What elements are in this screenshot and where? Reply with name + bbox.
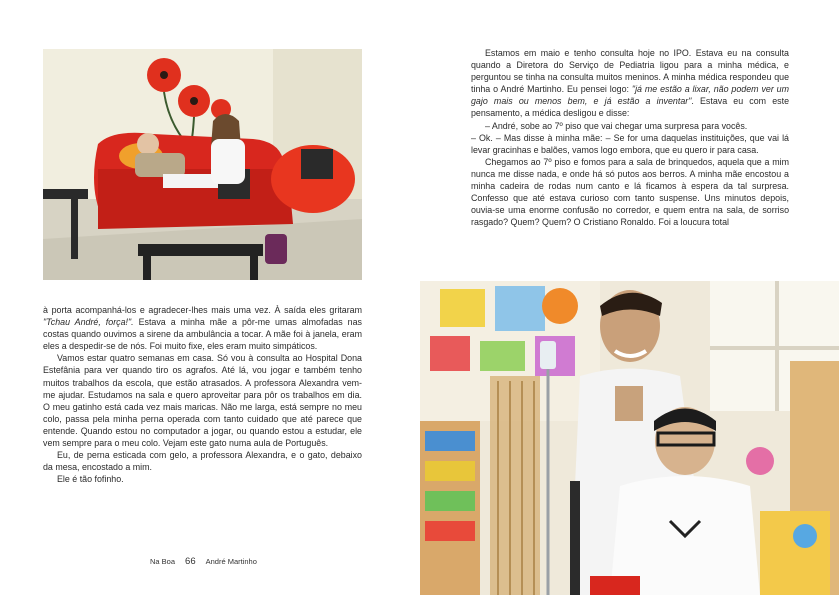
photo-boy-on-sofa-illustration <box>43 49 362 280</box>
footer-page-number: 66 <box>185 556 196 567</box>
footer-book-title: Na Boa <box>150 557 176 566</box>
left-paragraph-3: Eu, de perna esticada com gelo, a professora Alexandra, e o gato, debaixo da mesa, encostado a mim. <box>43 450 362 473</box>
left-paragraph-1-end: Estava a minha mãe a pôr-me umas almofadas nas costas quando ouvimos a sirene da ambulância a tocar. A mãe foi à janela, eram eles a despedir-se de nós. Foi muito fixe, eles eram muito simpáticos. <box>43 317 362 352</box>
right-paragraph-4: Chegamos ao 7º piso e fomos para a sala de brinquedos, aquela que a mim nunca me disse nada, e onde há só putos aos berros. A minha mãe encostou a minha cadeira de rodas num canto e lá ficamos à espera da tal surpresa. Confesso que até estava curioso com tanto suspense. Uns minutos depois, ouvia-se uma enorme confusão no corredor, e quem entra na sala, de sorriso rasgado? Quem? Quem? O Cristiano Ronaldo. Foi a loucura total <box>471 156 789 228</box>
left-paragraph-2: Vamos estar quatro semanas em casa. Só vou à consulta ao Hospital Dona Estefânia para ver quando tiro os agrafos. Até lá, vou jogar e também tenho muitos trabalhos da escola, que estão atrasados. A professora Alexandra vem-me ajudar. Estudamos na sala e quero aproveitar para pôr os trabalhos em dia. O meu gatinho está cada vez mais maricas. Não me larga, está sempre no meu colo, passa pela minha perna operada com tanto cuidado que até parece que entende. Quando estou no computador a jogar, ou quando estou a estudar, ele vem sempre para o meu colo. Vejam este gato numa aula de Português. <box>43 353 362 449</box>
right-paragraph-1-end: . Estava eu com este pensamento, a médica desligou e disse: <box>471 96 790 119</box>
photo-boy-on-sofa <box>43 49 362 280</box>
right-paragraph-2: – André, sobe ao 7º piso que vai chegar uma surpresa para vocês. <box>485 120 748 131</box>
photo-boy-with-ronaldo <box>420 281 839 595</box>
right-paragraph-1 <box>471 47 789 120</box>
inner-thought-quote: "já me estão a lixar, não podem ver um gajo mais ou menos bem, e já estão a inventar" <box>471 84 789 107</box>
right-page <box>420 0 839 595</box>
page-footer <box>150 556 257 567</box>
right-paragraph-1-start: Estamos em maio e tenho consulta hoje no IPO. Estava eu na consulta quando a Diretora do Serviço de Pediatria ligou para a minha médica, e perguntou se tinha na consulta muitos meninos. A minha médica respondeu que tinha o André Martinho. Eu pensei logo: <box>471 48 789 95</box>
left-body-text <box>43 304 362 485</box>
left-paragraph-4: Ele é tão fofinho. <box>57 474 124 485</box>
right-paragraph-3: – Ok. – Mas disse à minha mãe: – Se for uma daquelas instituições, que vai lá levar gracinhas e balões, vamos logo embora, que eu quero ir para casa. <box>471 132 789 155</box>
left-paragraph-1-start: à porta acompanhá-los e agradecer-lhes mais uma vez. À saída eles gritaram <box>43 305 362 315</box>
footer-author: André Martinho <box>205 557 257 566</box>
photo-boy-with-ronaldo-illustration <box>420 281 839 595</box>
farewell-quote: "Tchau André, força!". <box>43 317 134 328</box>
right-body-text <box>471 47 789 228</box>
left-paragraph-1 <box>43 304 362 352</box>
